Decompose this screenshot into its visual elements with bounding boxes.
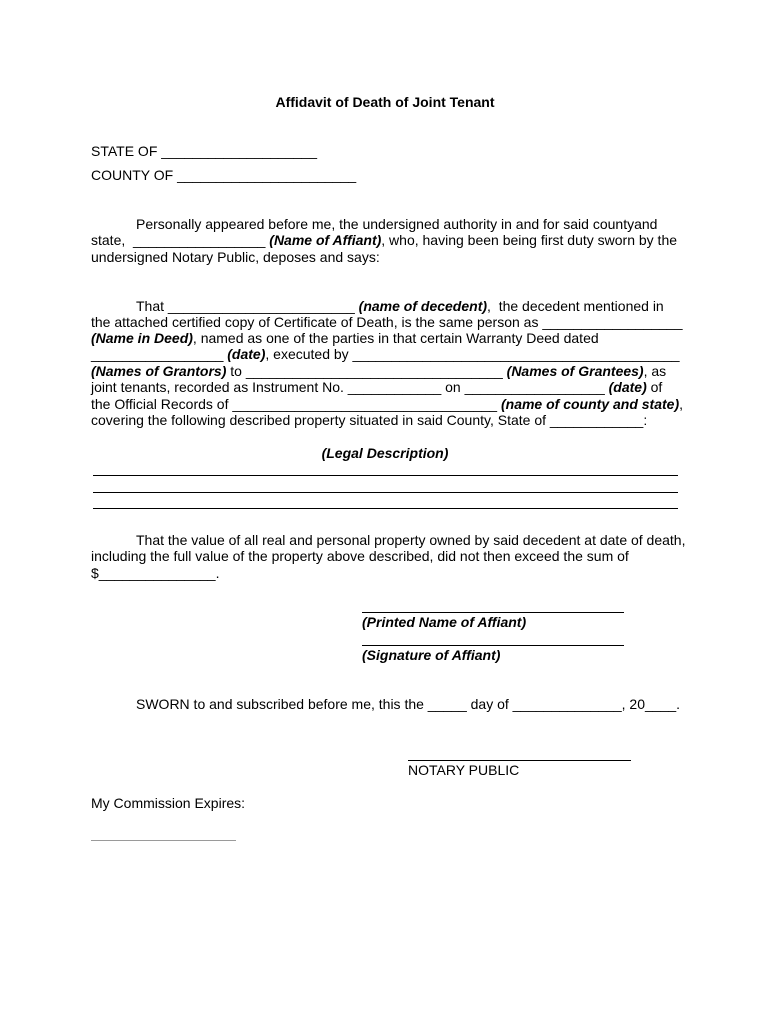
signature-line xyxy=(362,645,624,646)
text-run: joint tenants, recorded as Instrument No. ____________ on __________________ xyxy=(91,379,609,395)
text-run: to _________________________________ xyxy=(226,363,507,379)
name-in-deed-label: (Name in Deed) xyxy=(91,330,193,346)
para3-line1: That the value of all real and personal property owned by said decedent at date of death, xyxy=(136,532,686,548)
para1-line3: undersigned Notary Public, deposes and says: xyxy=(91,249,380,265)
document-title: Affidavit of Death of Joint Tenant xyxy=(275,94,495,110)
para2-line3 xyxy=(91,330,599,347)
para2-line7 xyxy=(91,396,683,413)
text-run: the Official Records of __________________________________ xyxy=(91,396,501,412)
text-run: That ________________________ xyxy=(136,298,359,314)
para1-line2 xyxy=(91,232,677,249)
text-run: _________________ xyxy=(91,346,228,362)
date-label: (date) xyxy=(608,379,647,395)
para1-line1: Personally appeared before me, the undersigned authority in and for said countyand xyxy=(136,216,658,232)
text-run: , executed by __________________________________________ xyxy=(265,346,680,362)
text-run: state, _________________ xyxy=(91,232,270,248)
text-run: , named as one of the parties in that certain Warranty Deed dated xyxy=(192,330,599,346)
text-run: , as xyxy=(643,363,667,379)
text-run: , who, having been being first duty sworn by the xyxy=(381,232,678,248)
text-run: , xyxy=(679,396,684,412)
commission-expires-line xyxy=(91,840,236,841)
para2-line2: the attached certified copy of Certificate of Death, is the same person as __________________ xyxy=(91,314,683,330)
notary-public-label: NOTARY PUBLIC xyxy=(408,762,520,778)
names-of-grantors-label: (Names of Grantors) xyxy=(91,363,227,379)
para2-line5 xyxy=(91,363,666,380)
printed-name-label: (Printed Name of Affiant) xyxy=(362,614,527,630)
legal-description-line-2 xyxy=(93,492,678,493)
signature-label: (Signature of Affiant) xyxy=(362,647,501,663)
legal-description-line-3 xyxy=(93,508,678,509)
legal-description-label: (Legal Description) xyxy=(321,445,449,461)
sworn-line: SWORN to and subscribed before me, this the _____ day of ______________, 20____. xyxy=(136,696,681,712)
county-and-state-label: (name of county and state) xyxy=(500,396,680,412)
name-of-affiant-label: (Name of Affiant) xyxy=(269,232,382,248)
text-run: , the decedent mentioned in xyxy=(487,298,664,314)
para2-line4 xyxy=(91,346,680,363)
name-of-decedent-label: (name of decedent) xyxy=(358,298,488,314)
para2-line6 xyxy=(91,379,662,396)
legal-description-line-1 xyxy=(93,475,678,476)
para2-line1 xyxy=(136,298,664,315)
commission-expires-label: My Commission Expires: xyxy=(91,795,246,811)
names-of-grantees-label: (Names of Grantees) xyxy=(506,363,644,379)
notary-signature-line xyxy=(408,760,631,761)
para2-line8: covering the following described property situated in said County, State of ____________: xyxy=(91,412,648,428)
state-line: STATE OF ____________________ xyxy=(91,143,317,159)
printed-name-line xyxy=(362,612,624,613)
para3-line2: including the full value of the property above described, did not then exceed the sum of xyxy=(91,548,629,564)
para3-line3: $_______________. xyxy=(91,565,220,581)
text-run: of xyxy=(646,379,663,395)
county-line: COUNTY OF _______________________ xyxy=(91,167,357,183)
date-label: (date) xyxy=(227,346,266,362)
